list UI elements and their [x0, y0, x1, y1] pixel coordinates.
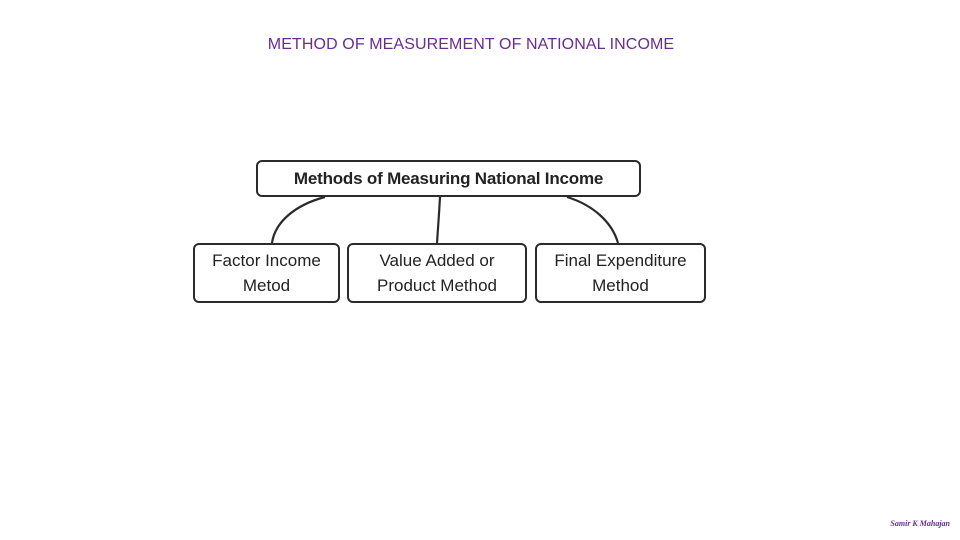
child-node-label: Factor Income Metod — [212, 251, 321, 295]
author-signature: Samir K Mahajan — [890, 519, 950, 528]
slide-title: METHOD OF MEASUREMENT OF NATIONAL INCOME — [267, 36, 675, 53]
child-node-label: Final Expenditure Method — [554, 251, 687, 295]
connector-root-to-factor-income — [272, 197, 325, 243]
child-node-value-added-method — [347, 243, 527, 303]
child-node-factor-income-method — [193, 243, 340, 303]
root-node-methods-of-measuring — [256, 160, 641, 197]
connector-root-to-value-added — [437, 197, 440, 243]
connector-root-to-final-expenditure — [567, 197, 618, 243]
child-node-label: Value Added or Product Method — [376, 251, 497, 295]
root-node-label: Methods of Measuring National Income — [293, 168, 604, 188]
child-node-final-expenditure-method — [535, 243, 706, 303]
